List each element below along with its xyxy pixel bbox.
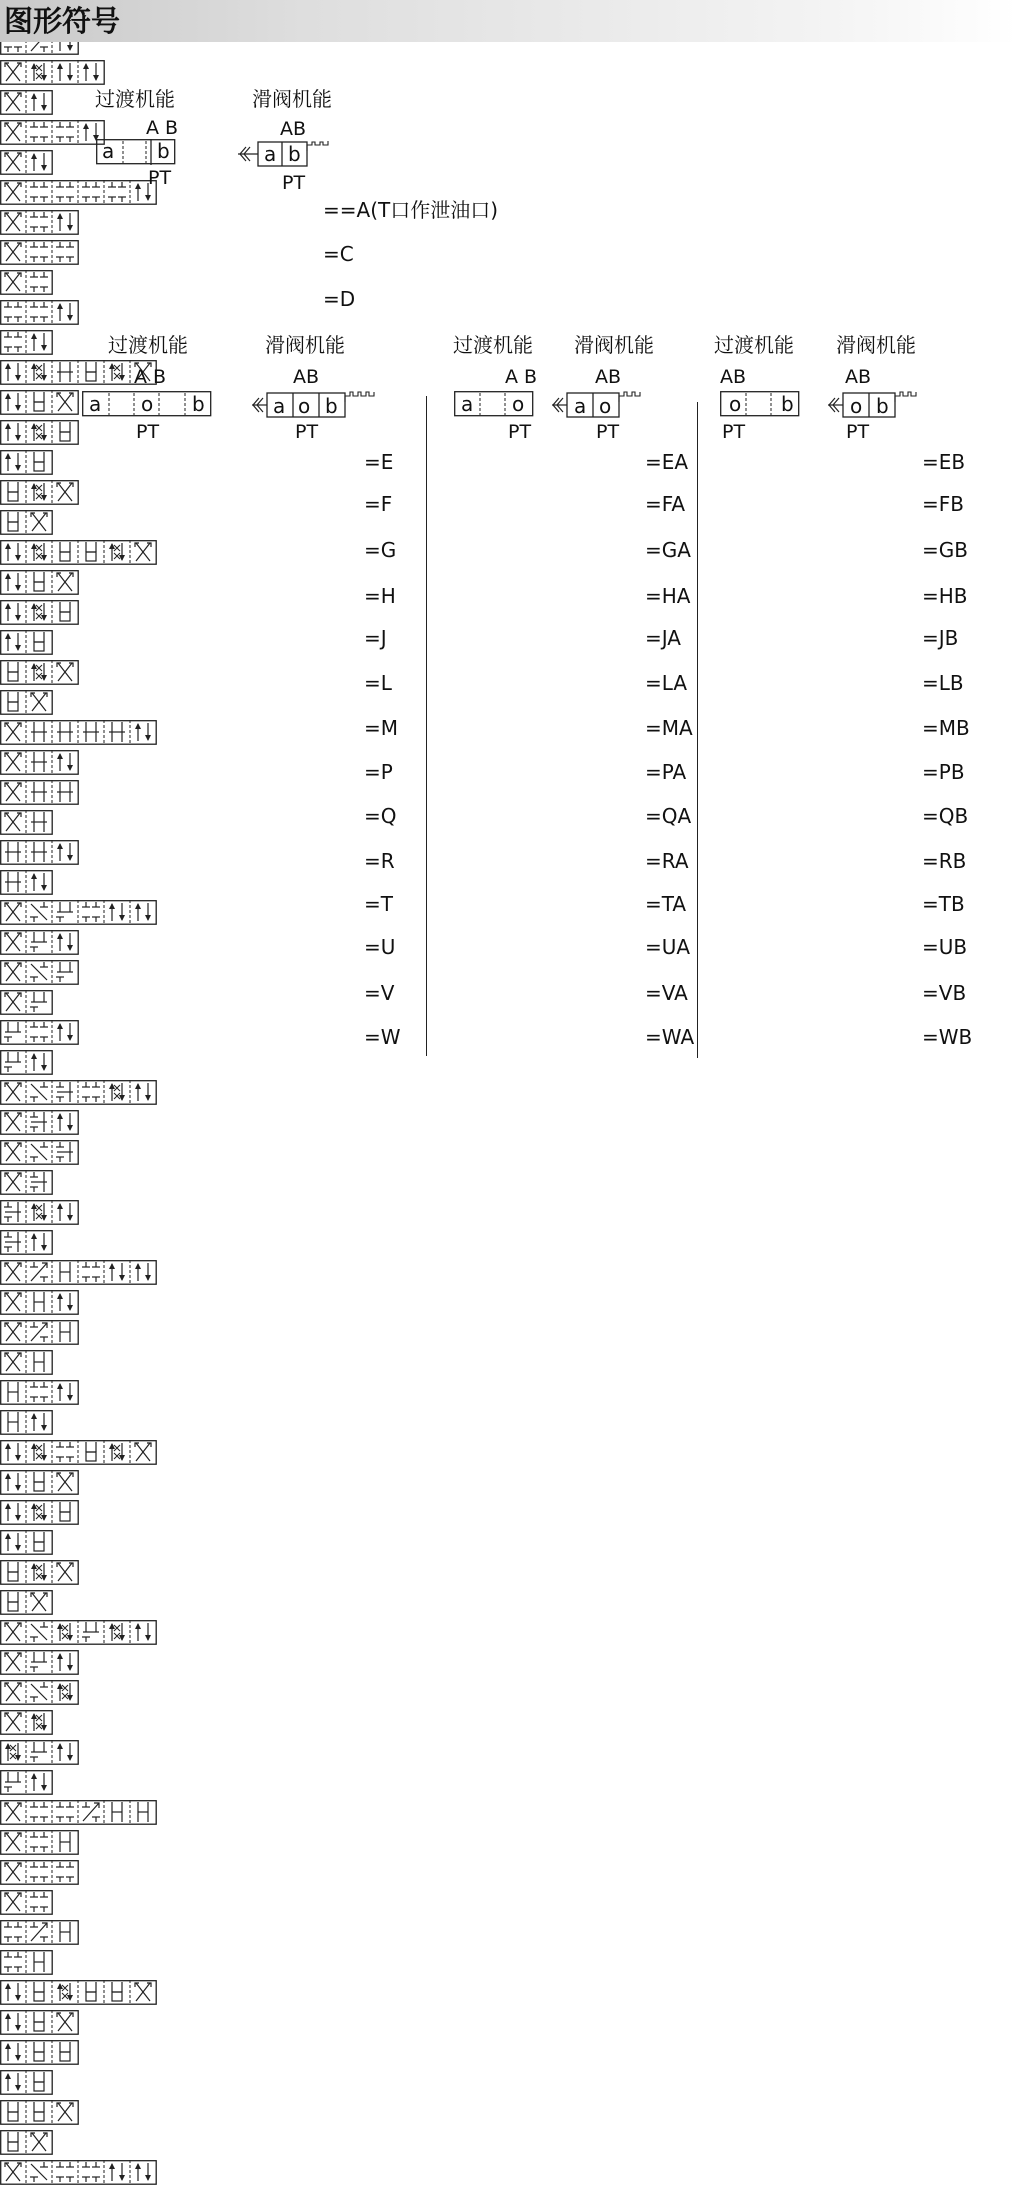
function-label-va: =VA	[645, 981, 688, 1005]
transition-symbol-c	[0, 60, 1017, 90]
spool-symbol-fa	[0, 450, 1017, 480]
cell-label-a: a	[574, 394, 587, 418]
spool-symbol-ea	[0, 270, 1017, 300]
transition-symbol-lb	[0, 1200, 1017, 1230]
function-label-m: =M	[364, 716, 399, 740]
header-transition-function: 过渡机能	[714, 333, 794, 357]
transition-symbol-ha	[0, 780, 1017, 810]
spool-symbol-ma	[0, 1350, 1017, 1380]
function-label-a: ==A(T口作泄油口)	[323, 198, 499, 222]
port-label-pt: PT	[295, 421, 319, 443]
function-label-ra: =RA	[645, 849, 689, 873]
spool-symbol-ga	[0, 630, 1017, 660]
spool-symbol-pb	[0, 1590, 1017, 1620]
cell-label-o: o	[512, 392, 525, 416]
port-label-ab: A B	[146, 117, 179, 139]
header-spool-function: 滑阀机能	[574, 333, 654, 357]
spool-symbol-h	[0, 750, 1017, 780]
transition-symbol-g	[0, 540, 1017, 570]
header-transition-function: 过渡机能	[453, 333, 533, 357]
header-spool-function: 滑阀机能	[265, 333, 345, 357]
transition-symbol-hb	[0, 840, 1017, 873]
spool-symbol-rb	[0, 1950, 1017, 1980]
symbol-grid	[0, 180, 1017, 2190]
function-label-c: =C	[323, 242, 354, 266]
cell-label-b: b	[288, 142, 301, 166]
transition-symbol-j	[0, 900, 1017, 930]
spool-symbol-ra	[0, 1890, 1017, 1920]
port-label-pt: PT	[136, 421, 160, 443]
function-label-pb: =PB	[922, 760, 965, 784]
spool-symbol-r	[0, 1830, 1017, 1860]
transition-symbol-h	[0, 720, 1017, 750]
function-label-tb: =TB	[922, 892, 965, 916]
function-label-fb: =FB	[922, 492, 964, 516]
header-spool-function: 滑阀机能	[836, 333, 916, 357]
spool-symbol-ha	[0, 810, 1017, 840]
transition-symbol-la	[0, 1140, 1017, 1170]
spool-symbol-la	[0, 1170, 1017, 1200]
spool-symbol-g	[0, 570, 1017, 600]
transition-symbol-r	[0, 1800, 1017, 1830]
header-transition-function: 过渡机能	[95, 87, 175, 111]
spool-symbol-qa	[0, 1710, 1017, 1740]
function-label-d: =D	[323, 287, 356, 311]
cell-label-a: a	[89, 392, 102, 416]
spool-symbol-pa	[0, 1530, 1017, 1560]
transition-symbol-qb	[0, 1740, 1017, 1770]
transition-symbol-p	[0, 1440, 1017, 1470]
header-spool-function: 滑阀机能	[252, 87, 332, 111]
spool-symbol-mb	[0, 1410, 1017, 1440]
spool-symbol-l	[0, 1110, 1017, 1140]
transition-symbol-q	[0, 1620, 1017, 1650]
function-label-u: =U	[364, 935, 396, 959]
transition-symbol-tb	[0, 2100, 1017, 2130]
cell-label-a: a	[461, 392, 474, 416]
function-label-wb: =WB	[922, 1025, 973, 1049]
cell-label-b: b	[325, 394, 338, 418]
port-label-ab: A B	[134, 366, 167, 388]
transition-symbol-rb	[0, 1920, 1017, 1950]
function-label-wa: =WA	[645, 1025, 695, 1049]
title-bar	[0, 0, 1017, 42]
function-label-lb: =LB	[922, 671, 964, 695]
function-label-l: =L	[364, 671, 392, 695]
cell-label-o: o	[850, 394, 863, 418]
spool-symbol-fb	[0, 510, 1017, 540]
spool-symbol-p	[0, 1470, 1017, 1500]
cell-label-o: o	[298, 394, 311, 418]
function-label-p: =P	[364, 760, 393, 784]
function-label-pa: =PA	[645, 760, 687, 784]
transition-symbol-gb	[0, 660, 1017, 690]
function-label-g: =G	[364, 538, 397, 562]
port-label-pt: PT	[282, 172, 306, 194]
cell-label-b: b	[192, 392, 205, 416]
port-label-ab: AB	[293, 366, 320, 388]
transition-symbol-ja	[0, 960, 1017, 990]
function-label-j: =J	[364, 626, 387, 650]
spool-symbol-jb	[0, 1050, 1017, 1080]
spool-symbol-lb	[0, 1230, 1017, 1260]
page-title: 图形符号	[4, 4, 121, 38]
function-label-rb: =RB	[922, 849, 967, 873]
transition-symbol-fb	[0, 480, 1017, 510]
cell-label-b: b	[781, 392, 794, 416]
cell-label-a: a	[273, 394, 286, 418]
spool-envelope-aob	[250, 390, 380, 418]
port-label-pt: PT	[596, 421, 620, 443]
function-label-qb: =QB	[922, 804, 969, 828]
spool-symbol-ta	[0, 2070, 1017, 2100]
function-label-e: =E	[364, 450, 394, 474]
transition-symbol-pa	[0, 1500, 1017, 1530]
function-label-ta: =TA	[645, 892, 687, 916]
function-label-la: =LA	[645, 671, 688, 695]
transition-symbol-l	[0, 1080, 1017, 1110]
cell-label-b: b	[157, 139, 170, 163]
function-label-ma: =MA	[645, 716, 693, 740]
function-label-hb: =HB	[922, 584, 968, 608]
cell-label-a: a	[264, 142, 277, 166]
spool-symbol-tb	[0, 2130, 1017, 2160]
spool-envelope-ab	[236, 139, 336, 167]
function-label-h: =H	[364, 584, 396, 608]
function-label-ua: =UA	[645, 935, 691, 959]
transition-symbol-ma	[0, 1320, 1017, 1350]
spool-symbol-e	[0, 210, 1017, 240]
transition-symbol-m	[0, 1260, 1017, 1290]
transition-symbol-jb	[0, 1020, 1017, 1050]
column-divider	[697, 402, 698, 1058]
port-label-ab: AB	[280, 118, 307, 140]
function-label-w: =W	[364, 1025, 401, 1049]
cell-label-o: o	[729, 392, 742, 416]
spool-symbol-gb	[0, 690, 1017, 720]
port-label-ab: AB	[595, 366, 622, 388]
function-label-q: =Q	[364, 804, 397, 828]
cell-label-o: o	[141, 392, 154, 416]
function-label-ub: =UB	[922, 935, 968, 959]
function-label-vb: =VB	[922, 981, 967, 1005]
function-label-eb: =EB	[922, 450, 966, 474]
transition-symbol-qa	[0, 1680, 1017, 1710]
transition-symbol-t	[0, 1980, 1017, 2010]
column-divider	[426, 396, 427, 1056]
port-label-ab: A B	[505, 366, 538, 388]
function-label-ga: =GA	[645, 538, 691, 562]
function-label-gb: =GB	[922, 538, 968, 562]
function-label-ea: =EA	[645, 450, 689, 474]
function-label-ja: =JA	[645, 626, 681, 650]
transition-symbol-ga	[0, 600, 1017, 630]
port-label-pt: PT	[508, 421, 532, 443]
spool-symbol-j	[0, 930, 1017, 960]
transition-symbol-eb	[0, 300, 1017, 330]
port-label-pt: PT	[846, 421, 870, 443]
function-label-jb: =JB	[922, 626, 959, 650]
transition-symbol-ta	[0, 2040, 1017, 2070]
function-label-mb: =MB	[922, 716, 970, 740]
cell-label-a: a	[102, 139, 115, 163]
spool-symbol-q	[0, 1650, 1017, 1680]
port-label-ab: AB	[845, 366, 872, 388]
cell-label-o: o	[599, 394, 612, 418]
transition-symbol-ea	[0, 240, 1017, 270]
transition-symbol-mb	[0, 1380, 1017, 1410]
port-label-pt: PT	[722, 421, 746, 443]
spool-symbol-hb	[0, 870, 1017, 900]
cell-label-b: b	[876, 394, 889, 418]
function-label-fa: =FA	[645, 492, 686, 516]
port-label-ab: AB	[720, 366, 747, 388]
header-transition-function: 过渡机能	[108, 333, 188, 357]
function-label-v: =V	[364, 981, 395, 1005]
function-label-qa: =QA	[645, 804, 692, 828]
transition-symbol-u	[0, 2160, 1017, 2190]
spool-symbol-t	[0, 2010, 1017, 2040]
function-label-ha: =HA	[645, 584, 691, 608]
function-label-f: =F	[364, 492, 393, 516]
port-label-pt: PT	[148, 167, 172, 189]
spool-symbol-ja	[0, 990, 1017, 1020]
spool-symbol-m	[0, 1290, 1017, 1320]
function-label-r: =R	[364, 849, 395, 873]
spool-symbol-qb	[0, 1770, 1017, 1800]
transition-symbol-pb	[0, 1560, 1017, 1590]
transition-symbol-ra	[0, 1860, 1017, 1890]
function-label-t: =T	[364, 892, 393, 916]
